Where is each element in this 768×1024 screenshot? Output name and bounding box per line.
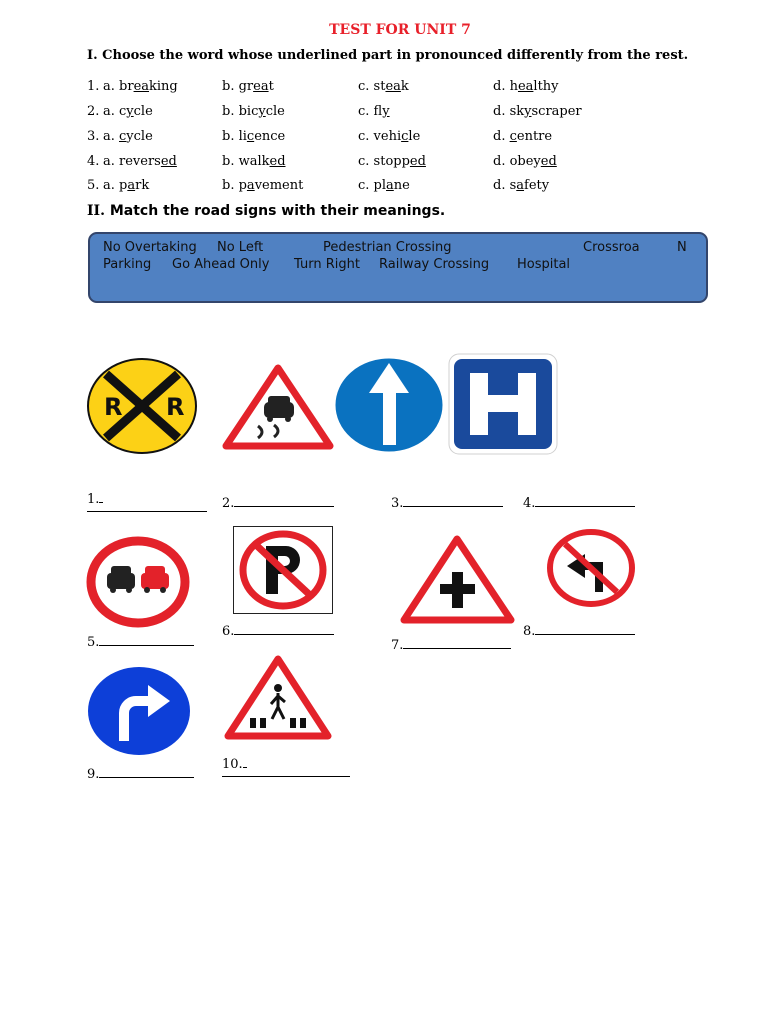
option-underlined: ea [385,79,401,94]
option-pre: a. revers [103,154,161,169]
answer-blank-1[interactable]: 1. [87,490,207,512]
option-pre: b. gr [222,79,254,94]
option-c [358,104,390,119]
option-pre: d. h [493,79,518,94]
option-pre: a. p [103,178,128,193]
option-underlined: ed [409,154,426,169]
option-underlined: ed [540,154,557,169]
slippery-road-icon [222,362,334,450]
option-underlined: ea [517,79,534,94]
word-pedestrian-crossing: Pedestrian Crossing [323,240,452,255]
option-post: ycle [126,129,153,144]
option-b [222,79,274,94]
option-underlined: c [246,129,255,144]
answer-blank-6[interactable]: 6. [222,622,334,639]
option-pre: b. bic [222,104,259,119]
option-underlined: a [516,178,525,193]
question-number: 1. [87,79,100,94]
pedestrian-crossing-icon [224,654,332,740]
answer-blank-10[interactable]: 10. [222,755,350,777]
word-no-overtaking: No Overtaking [103,240,197,255]
question-number: 5. [87,178,100,193]
crossroads-icon [400,534,515,624]
option-pre: c. fl [358,104,383,119]
option-underlined: ea [253,79,269,94]
option-b [222,129,285,144]
option-pre: d. [493,129,510,144]
option-pre: d. sk [493,104,525,119]
question-number: 4. [87,154,100,169]
answer-blank-4[interactable]: 4. [523,494,635,511]
option-c [358,129,420,144]
option-pre: d. s [493,178,517,193]
option-underlined: a [127,178,136,193]
option-post: ence [254,129,286,144]
option-underlined: c [401,129,409,144]
option-underlined: a [386,178,394,193]
section-1-heading [87,48,688,63]
option-pre: b. li [222,129,247,144]
question-number: 2. [87,104,100,119]
option-post: k [400,79,409,94]
option-post: lthy [533,79,559,94]
option-post: vement [254,178,304,193]
option-a [103,154,177,169]
section-2-heading [87,203,445,219]
word-turn-right: Turn Right [294,257,360,272]
option-post: entre [516,129,553,144]
answer-blank-3[interactable]: 3. [391,494,503,511]
option-pre: a. c [103,104,127,119]
railway-left-letter: R [104,393,123,421]
answer-blank-2[interactable]: 2. [222,494,334,511]
word-go-ahead-only: Go Ahead Only [172,257,270,272]
word-parking: Parking [103,257,152,272]
option-pre: d. obey [493,154,541,169]
option-pre: c. st [358,79,386,94]
word-hospital: Hospital [517,257,571,272]
option-post: fety [524,178,550,193]
option-pre: c. pl [358,178,387,193]
option-underlined: y [382,104,390,119]
option-b [222,178,303,193]
option-pre: c. stopp [358,154,410,169]
hospital-icon [448,353,558,455]
word-crossroads: Crossroa [583,240,640,255]
option-pre: c. vehi [358,129,402,144]
option-c [358,79,409,94]
railway-right-letter: R [166,393,185,421]
answer-blank-8[interactable]: 8. [523,622,635,639]
option-post: t [268,79,274,94]
option-post: cle [265,104,285,119]
railway-crossing-icon [86,357,198,455]
option-b [222,104,285,119]
option-post: king [149,79,178,94]
option-underlined: c [509,129,517,144]
answer-blank-7[interactable]: 7. [391,636,511,653]
option-post: le [408,129,421,144]
option-post: ne [393,178,410,193]
option-post: cle [133,104,153,119]
answer-blank-9[interactable]: 9. [87,765,194,782]
option-c [358,178,410,193]
option-underlined: c [119,129,127,144]
option-pre: b. p [222,178,247,193]
word-railway-crossing: Railway Crossing [379,257,490,272]
option-d [493,79,559,94]
option-pre: b. walk [222,154,270,169]
option-a [103,129,153,144]
turn-right-icon [86,665,192,757]
option-c [358,154,426,169]
page-title: TEST FOR UNIT 7 [329,22,471,38]
no-left-turn-icon [545,528,637,608]
option-d [493,154,557,169]
option-underlined: ed [160,154,177,169]
option-post: rk [135,178,150,193]
option-d [493,129,552,144]
option-a [103,79,178,94]
section-2-numeral: II. [87,203,105,219]
question-number: 3. [87,129,100,144]
option-underlined: y [258,104,266,119]
option-b [222,154,286,169]
option-underlined: ea [133,79,150,94]
option-underlined: a [246,178,255,193]
option-a [103,104,153,119]
word-bank-box [88,232,708,303]
option-a [103,178,149,193]
option-underlined: ed [269,154,286,169]
no-overtaking-icon [86,536,191,628]
option-d [493,104,582,119]
go-ahead-only-icon [333,355,446,455]
option-d [493,178,549,193]
option-post: scraper [531,104,582,119]
word-n-fragment: N [677,240,687,255]
answer-blank-5[interactable]: 5. [87,633,194,650]
section-1-numeral: I. [87,48,98,63]
word-no-left: No Left [217,240,264,255]
option-pre: a. br [103,79,134,94]
option-underlined: y [524,104,532,119]
option-underlined: y [126,104,134,119]
section-2-instruction: Match the road signs with their meanings. [109,203,446,219]
no-parking-icon [233,526,333,614]
option-pre: a. [103,129,120,144]
section-1-instruction: Choose the word whose underlined part in pronounced differently from the rest. [102,48,689,63]
